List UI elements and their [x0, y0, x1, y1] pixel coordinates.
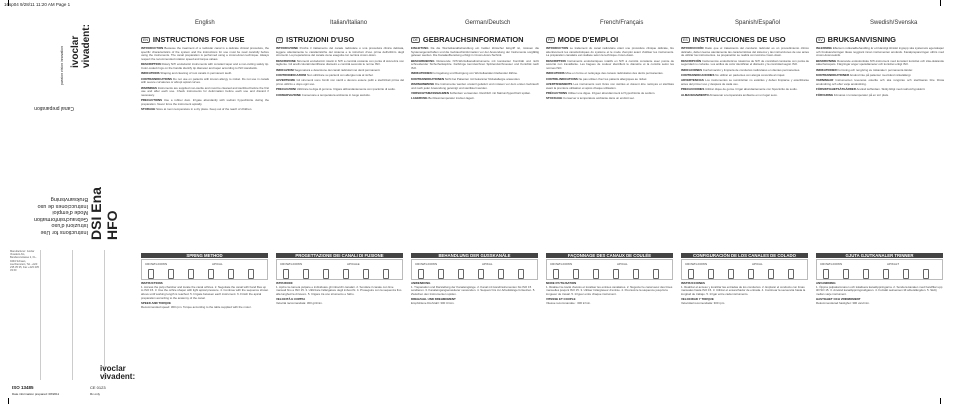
instrument-icon [283, 269, 289, 279]
paragraph-body: Instrumenten levereras osterila och ska rengöras och steriliseras före första användning och efter varje användning. [816, 78, 944, 86]
method-band: FAÇONNAGE DES CANAUX DE COULÉE [546, 253, 673, 258]
section-title [681, 35, 809, 44]
paragraph-body: Conservare a temperatura ambiente in luogo asciutto. [301, 92, 371, 97]
instructions-text [141, 35, 269, 250]
instrument-icon [883, 269, 889, 279]
paragraph-heading: INDICATIONS [546, 71, 565, 76]
instrument-icon [363, 269, 369, 279]
instrument-icon [573, 269, 579, 279]
paragraph-body: Because the treatment of a radicular canal is a delicate clinical procedure, the specific characteristics of the system and the instructions for use must be read carefully before using the instruments. The canal preparation is performed using a crown-down technique. Always respect the recommended rotation speed and torque values. [141, 46, 269, 62]
step-body: 1. Aprire la camera pulpare e individuare gli imbocchi canalari. 2. Sondare il canale con lime manuali fino a ISO 15. 3. Utilizzare l'allargatore degli imbocchi. 4. Proseguire con la sequenza fino alla lunghezza di lavoro. 5. Irrigare tra uno strumento e l'altro. [276, 284, 402, 297]
paragraph [411, 92, 539, 96]
step-body: Velocità raccomandata: 300 giri/min. [276, 300, 323, 305]
section-title [816, 35, 944, 44]
paragraph-body: Da die Wurzelkanalbehandlung ein heikler klinischer Eingriff ist, müssen die Systemeigenschaften und die Gebrauchsinformation vor der Anwendung der Instrumente sorgfältig gelesen werden. Die Kanalaufbereitung erfolgt in Crown-down-Technik. [411, 46, 539, 58]
paragraph [276, 88, 404, 92]
paragraph-body: Rotary NiTi endodontic instruments with constant taper and a non-cutting safety tip. Color-coded rings on the handle identify tip diameter and taper according to ISO standards. [141, 62, 269, 71]
paragraph-heading: CONTRAINDICATIONS [141, 76, 172, 81]
paragraph-body: Instrumentos endodónticos rotatorios de NiTi de conicidad constante con punta de seguridad no cortante. Los anillos de color identifican el diámetro y la conicidad según ISO. [681, 58, 809, 67]
paragraph [276, 47, 404, 58]
crop-mark [8, 0, 9, 6]
paragraph-body: No utilizar en pacientes con alergia conocida al níquel. [715, 73, 786, 77]
paragraph-body: Använd inte på patienter med känd nickelallergi. [849, 73, 912, 77]
section-title [276, 35, 404, 44]
diagram-label: CROWN-DOWN [280, 262, 303, 266]
paragraph-heading: LAGERUNG [411, 96, 428, 101]
paragraph [276, 60, 404, 67]
paragraph-heading: INDICAZIONI [276, 67, 294, 72]
paragraph-heading: KONTRAINDIKATIONER [816, 73, 850, 77]
step-paragraph [276, 298, 404, 305]
instrument-icon [343, 269, 349, 279]
diagram-label: APICAL [212, 262, 223, 266]
paragraph-heading: AVERTISSEMENTS [546, 82, 573, 86]
paragraph [276, 94, 404, 98]
paragraph [681, 79, 809, 86]
paragraph [141, 63, 269, 70]
rotated-instructions-list [18, 115, 88, 235]
step-body: 1. Realizar el acceso y localizar las entradas de los conductos. 2. Explorar el conducto con limas manuales hasta ISO 15. 3. Utilizar el ensanchador de entrada. 4. Continuar la secuencia hasta la longitud de trabajo. 5. Irrigar entre cada instrumento. [681, 284, 806, 297]
paragraph [546, 78, 674, 82]
step-body: 1. Réaliser la cavité d'accès et localiser les entrées canalaires. 2. Négocier le canal avec des limes manuelles jusqu'à ISO 15. 3. Utiliser l'élargisseur d'entrée. 4. Poursuivre la séquence jusqu'à la longueur de travail. 5. Irriguer entre chaque instrument. [546, 284, 673, 297]
paragraph [816, 69, 944, 73]
diagram-label: CROWN-DOWN [685, 262, 708, 266]
rotated-instruction: Instructions for Use [40, 229, 88, 235]
paragraph [681, 94, 809, 98]
step-heading: VITESSE ET COUPLE [546, 297, 576, 302]
instrument-icon [633, 269, 639, 279]
procedure-steps [411, 282, 539, 400]
paragraph-heading: WARNHINWEISE [411, 82, 435, 86]
paragraph [141, 99, 269, 106]
diagram-label: CROWN-DOWN [145, 262, 168, 266]
step-paragraph [141, 302, 269, 309]
step-body: 1. Öppna pulpakammaren och lokalisera kanalöppningarna. 2. Sondera kanalen med handfilar upp till ISO 15. 3. Använd kanalöppningsvidgaren. 4. Fortsätt sekvensen till arbetslängden. 5. Skölj mellan varje instrument. [816, 284, 943, 297]
brand-tagline: passion vision innovation [60, 46, 64, 85]
step-paragraph [276, 282, 404, 297]
step-heading: VELOCITÀ E COPPIA [276, 297, 306, 302]
language-label: Spanish/Español [735, 20, 781, 26]
paragraph-body: Formgebung und Reinigung von Wurzelkanälen bleibender Zähne. [432, 71, 518, 76]
paragraph [411, 78, 539, 82]
paragraph [546, 72, 674, 76]
paragraph-body: Shaping and cleaning of root canals in permanent teeth. [160, 71, 233, 76]
print-header [0, 0, 954, 10]
paragraph-body: Instruments endodontiques rotatifs en NiTi à conicité constante avec pointe de sécurité non travaillante. Les bagues de couleur identifient le diamètre et la conicité selon les normes ISO. [546, 58, 674, 71]
section-title-text: ISTRUZIONI D'USO [286, 35, 355, 44]
instrument-sequence-diagram [141, 259, 268, 280]
instrument-icon [248, 269, 254, 279]
iso-label: ISO 13485 [12, 385, 34, 390]
section-title-text: INSTRUCCIONES DE USO [692, 35, 786, 44]
paragraph-heading: AVVERTENZE [276, 78, 296, 83]
step-heading: HASTIGHET OCH VRIDMOMENT [816, 297, 861, 302]
paragraph [816, 79, 944, 86]
step-paragraph [141, 282, 269, 301]
section-title-text: INSTRUCTIONS FOR USE [152, 35, 245, 44]
paragraph [411, 47, 539, 58]
instrument-icon [458, 269, 464, 279]
section-title-text: BRUKSANVISNING [827, 35, 897, 44]
paragraph-heading: INDIKATIONEN [411, 71, 432, 76]
language-code-badge: SV [818, 37, 823, 42]
paragraph [546, 92, 674, 96]
cover-panel [10, 15, 138, 397]
paragraph-body: Utilizzare la diga di gomma. Irrigare abbondantemente con ipoclorito di sodio. [296, 87, 396, 92]
step-heading: ANVÄNDNING [816, 282, 836, 285]
paragraph-heading: BESCHREIBUNG [411, 58, 435, 63]
paragraph-body: Eftersom rotkanalbehandling är ett känsligt kliniskt ingrepp ska systemets egenskaper och bruksanvisningen läsas noggrant innan instrumenten används. Kanalprepareringen utförs med crown-down-teknik. [816, 46, 944, 58]
step-heading: MODE D'UTILISATION [546, 282, 577, 285]
paragraph-heading: DESCRIPCIÓN [681, 58, 702, 63]
diagram-label: CROWN-DOWN [415, 262, 438, 266]
method-band: SPRING METHOD [141, 253, 268, 258]
step-body: Vitesse recommandée : 300 tr/min. [546, 300, 591, 305]
language-label: German/Deutsch [465, 20, 511, 26]
paragraph-body: Store at room temperature in a dry place. Keep out of the reach of children. [156, 107, 253, 112]
step-heading: ANWENDUNG [411, 282, 431, 285]
step-paragraph [546, 298, 674, 305]
paragraph-heading: PRÉCAUTIONS [546, 91, 568, 95]
brand-logo: ivoclar vivadent: [70, 24, 92, 68]
paragraph-body: Ne pas utiliser chez les patients allergiques au nickel. [578, 76, 648, 81]
instrument-icon [438, 269, 444, 279]
paragraph-heading: FÖRVARING [816, 92, 834, 97]
paragraph-heading: PRECAUZIONI [276, 87, 296, 92]
paragraph [816, 47, 944, 58]
paragraph [681, 47, 809, 58]
paragraph [546, 60, 674, 71]
language-code-badge: DE [413, 37, 418, 42]
section-title-text: MODE D'EMPLOI [557, 35, 619, 44]
section-title [546, 35, 674, 44]
product-title: DSI Ena HFO [88, 187, 120, 240]
step-paragraph [411, 298, 539, 305]
paragraph [276, 74, 404, 78]
procedure-steps [276, 282, 404, 400]
step-body: Recommended speed: 300 rpm. Torque according to the table supplied with the motor. [141, 304, 252, 309]
instructions-text [681, 35, 809, 250]
paragraph [546, 97, 674, 101]
diagram-label: CROWN-DOWN [550, 262, 573, 266]
instructions-text [276, 35, 404, 250]
instrument-sequence-diagram [276, 259, 403, 280]
paragraph-heading: STOCKAGE [546, 96, 563, 101]
instrument-icon [323, 269, 329, 279]
instrument-icon [708, 269, 714, 279]
step-heading: DREHZAHL UND DREHMOMENT [411, 297, 456, 302]
date-info: Date information prepared: 08/2011 [12, 392, 60, 396]
instrument-icon [478, 269, 484, 279]
paragraph [681, 69, 809, 73]
paragraph-heading: CONTROINDICAZIONI [276, 73, 307, 77]
paragraph-body: Mise en forme et nettoyage des canaux radiculaires des dents permanentes. [565, 71, 664, 76]
step-heading: ISTRUZIONI [276, 282, 293, 285]
crop-mark [8, 398, 9, 404]
paragraph [816, 60, 944, 67]
ce-mark: CE 0123 [90, 385, 106, 390]
bottom-brand-logo: ivoclar vivadent: [100, 364, 136, 381]
instrument-icon [188, 269, 194, 279]
paragraph [816, 74, 944, 78]
instrument-icon [788, 269, 794, 279]
step-heading: INSTRUCTIONS [141, 282, 163, 285]
paragraph-body: Los instrumentos se suministran no estériles y deben limpiarse y esterilizarse antes del primer uso y después de cada uso. [681, 78, 809, 86]
paragraph [681, 60, 809, 67]
language-code-badge: ES [683, 37, 688, 42]
address-column [42, 250, 73, 380]
paragraph [276, 69, 404, 73]
step-paragraph [816, 298, 944, 305]
section-title [411, 35, 539, 44]
instrument-icon [748, 269, 754, 279]
paragraph-body: Dado que el tratamiento del conducto radicular es un procedimiento clínico delicado, deben leerse atentamente las características del sistema y las instrucciones de uso antes de utilizar los instrumentos. La preparación se realiza con técnica crown-down. [681, 46, 809, 58]
language-label: Swedish/Svenska [870, 20, 918, 26]
method-band: GJUTA GJUTKANALER TRINNER [816, 253, 943, 258]
step-heading: SPEED AND TORQUE [141, 300, 171, 305]
diagram-label: APICALE [347, 262, 360, 266]
instrument-icon [688, 269, 694, 279]
paragraph-body: Förvaras i rumstemperatur på en torr plats. [833, 92, 889, 97]
rotated-instruction: Istruzioni d'uso [51, 222, 88, 229]
procedure-steps [681, 282, 809, 400]
section-title [141, 35, 269, 44]
address-column [74, 250, 105, 380]
instrument-icon [843, 269, 849, 279]
step-heading: INSTRUCCIONES [681, 282, 705, 285]
paragraph-heading: INDIKATIONER [816, 67, 837, 72]
instrument-icon [863, 269, 869, 279]
paragraph-heading: INTRODUCTION [546, 46, 569, 50]
paragraph-body: Do not use on patients with known allergy to nickel. Do not use in canals with severe curvatures or abrupt apical curves. [141, 76, 269, 85]
instrument-sequence-diagram [681, 259, 808, 280]
diagram-label: CROWN-DOWN [820, 262, 843, 266]
paragraph-body: Rotierende NiTi-Wurzelkanalinstrumente mit konstanter Konizität und nicht schneidender Sicherheitsspitze. Farbringe kennzeichnen Spitzendurchmesser und Konizität nach ISO. [411, 58, 539, 71]
paragraph [141, 87, 269, 98]
instructions-text [816, 35, 944, 250]
paragraph-body: Conserver à température ambiante dans un endroit sec. [563, 96, 635, 101]
rotated-instruction: Gebrauchsinformation [33, 216, 88, 222]
instrument-icon [653, 269, 659, 279]
paragraph-heading: INTRODUCCIÓN [681, 46, 704, 50]
paragraph-heading: STORAGE [141, 107, 156, 112]
paragraph-heading: DESCRIZIONE [276, 58, 296, 63]
paragraph-heading: FÖRSIKTIGHETSÅTGÄRDER [816, 87, 856, 92]
paragraph [141, 108, 269, 112]
language-label: Italian/Italiano [330, 20, 368, 26]
paragraph-body: Utiliser une digue. Irriguer abondamment à l'hypochlorite de sodium. [567, 91, 656, 95]
paragraph-body: Die Instrumente werden unsteril geliefert und müssen vor dem ersten Gebrauch und nach jeder Anwendung gereinigt und sterilisiert werden. [411, 82, 539, 90]
paragraph-body: Roterande endodontiska NiTi-instrument med konstant konicitet och icke-skärande säkerhetsspets. Färgringar anger spetsdiameter och konicitet enligt ISO. [816, 58, 944, 67]
paragraph-body: Använd kofferdam. Skölj rikligt med natriumhypoklorit. [856, 87, 926, 92]
instrument-icon [418, 269, 424, 279]
rotated-instruction: Mode d'emploi [52, 209, 88, 216]
paragraph-heading: WARNINGS [141, 85, 157, 90]
method-band: BEHANDLUNG DER GUSSKANÄLE [411, 253, 538, 258]
paragraph [141, 72, 269, 76]
language-code-badge: FR [548, 37, 553, 42]
step-paragraph [411, 282, 539, 297]
method-band: PROGETTAZIONE DEI CANALI DI FUSIONE [276, 253, 403, 258]
paragraph-heading: INDICACIONES [681, 67, 703, 72]
paragraph-heading: CONTRE-INDICATIONS [546, 76, 578, 81]
instrument-icon [923, 269, 929, 279]
paragraph-body: Strumenti endodontici rotanti in NiTi a conicità costante con punta di sicurezza non tagliente. Gli anelli colorati identificano diametro e conicità secondo le norme ISO. [276, 58, 404, 67]
instructions-text [411, 35, 539, 250]
paragraph [411, 97, 539, 101]
paragraph-heading: CONTRAINDICACIONES [681, 73, 715, 77]
language-label: English [195, 20, 215, 26]
step-paragraph [681, 282, 809, 297]
instructions-text [546, 35, 674, 250]
procedure-steps [141, 282, 269, 400]
paragraph-heading: INTRODUCTION [141, 46, 164, 50]
language-code-badge: EN [143, 37, 148, 42]
step-body: Rekommenderad hastighet: 300 varv/min. [816, 300, 870, 305]
address-column [106, 250, 136, 380]
instrument-icon [168, 269, 174, 279]
paragraph-heading: INTRODUZIONE [276, 46, 299, 50]
section-title-text: GEBRAUCHSINFORMATION [422, 35, 524, 44]
paragraph [411, 72, 539, 76]
paragraph-body: Sagomatura e detersione dei canali radicolari nei denti permanenti. [294, 67, 381, 72]
paragraph-body: Le traitement du canal radiculaire étant une procédure clinique délicate, lire attentivement les caractéristiques du système et le mode d'emploi avant d'utiliser les instruments. La préparation canalaire est réalisée selon la technique crown-down. [546, 46, 674, 58]
instrument-icon [823, 269, 829, 279]
instrument-icon [208, 269, 214, 279]
paragraph-body: Les instruments sont livrés non stériles et doivent être nettoyés et stérilisés avant la première utilisation et après chaque utilisation. [546, 82, 674, 90]
paragraph-body: Use a rubber dam. Irrigate abundantly with sodium hypochlorite during the preparation. Never force the instrument apically. [141, 98, 269, 107]
product-subtitle: Canal preparation [34, 105, 74, 111]
diagram-label: APICAL [752, 262, 763, 266]
paragraph-heading: DESCRIPTION [141, 62, 161, 67]
paragraph-body: Poiché il trattamento del canale radicolare è una procedura clinica delicata, leggere attentamente le caratteristiche del sistema e le istruzioni d'uso prima dell'utilizzo degli strumenti. La preparazione del canale viene eseguita con tecnica crown-down. [276, 46, 404, 58]
paragraph [816, 94, 944, 98]
procedure-steps [816, 282, 944, 400]
instrument-icon [303, 269, 309, 279]
paragraph [276, 79, 404, 86]
instrument-sequence-diagram [411, 259, 538, 280]
paragraph-heading: INDICATIONS [141, 71, 160, 76]
instrument-icon [553, 269, 559, 279]
paragraph-heading: INLEDNING [816, 46, 832, 50]
instrument-icon [148, 269, 154, 279]
paragraph-body: Utilizar dique de goma. Irrigar abundantemente con hipoclorito de sodio. [705, 87, 798, 92]
instrument-icon [498, 269, 504, 279]
language-label: French/Français [600, 20, 644, 26]
instrument-icon [613, 269, 619, 279]
paragraph-body: Instruments are supplied non-sterile and must be cleaned and sterilized before the first use and after each use. Check instruments for deformation before each use and discard if necessary. [141, 85, 269, 98]
paragraph-body: Kofferdam verwenden. Reichlich mit Natriumhypochlorit spülen. [449, 91, 531, 95]
paragraph-heading: ADVERTENCIAS [681, 78, 704, 83]
paragraph-body: Nicht bei Patienten mit bekannter Nickelallergie anwenden. [444, 76, 521, 81]
instrument-icon [768, 269, 774, 279]
paragraph-body: Bei Raumtemperatur trocken lagern. [428, 96, 475, 101]
procedure-steps [546, 282, 674, 400]
paragraph [411, 83, 539, 90]
paragraph-heading: VARNINGAR [816, 78, 834, 83]
step-body: 1. Trepanation und Darstellung der Kanaleingänge. 2. Kanal mit Handinstrumenten bis ISO 15 sondieren. 3. Kanaleingangserweiterer verwenden. 4. Sequenz bis zur Arbeitslänge fortsetzen. 5. Zwischen den Instrumenten spülen. [411, 284, 536, 297]
paragraph [546, 47, 674, 58]
rotated-instruction: Instrucciones de uso [37, 203, 88, 209]
diagram-label: APIKALT [887, 262, 900, 266]
paragraph-body: Formning och rengöring av rotkanaler i permanenta tänder. [837, 67, 914, 72]
paragraph-heading: KONTRAINDIKATIONEN [411, 76, 445, 81]
paragraph-heading: CONSERVAZIONE [276, 92, 301, 97]
instrument-sequence-diagram [546, 259, 673, 280]
method-band: CONFIGURACIÓN DE LOS CANALES DE COLADO [681, 253, 808, 258]
paragraph [141, 47, 269, 62]
paragraph [816, 88, 944, 92]
paragraph-heading: PRECAUCIONES [681, 87, 705, 92]
paragraph-body: Non utilizzare su pazienti con allergia nota al nichel. [307, 73, 374, 77]
address-column: Manufacturer: Ivoclar Vivadent AG, Bendererstrasse 2, FL-9494 Schaan, Liechtenstein, Tel. +423 235 35 35, Fax +423 235 33 60 [10, 250, 41, 380]
instrument-icon [518, 269, 524, 279]
rotated-instruction: Bruksanvisning [50, 196, 88, 203]
diagram-label: APIKAL [482, 262, 493, 266]
paragraph-body: Gli strumenti sono forniti non sterili e devono essere puliti e sterilizzati prima del primo utilizzo e dopo ogni uso. [276, 78, 404, 86]
paragraph [411, 60, 539, 71]
diagram-label: APICAL [617, 262, 628, 266]
crop-mark [940, 0, 941, 6]
step-paragraph [546, 282, 674, 297]
rx-only: Rx only [90, 392, 101, 396]
paragraph-heading: PRECAUTIONS [141, 98, 163, 103]
paragraph-heading: BESKRIVNING [816, 58, 837, 63]
paragraph [141, 78, 269, 85]
paragraph-body: Almacenar a temperatura ambiente en un lugar seco. [709, 92, 778, 97]
paragraph-heading: VORSICHTSMASSNAHMEN [411, 91, 449, 95]
language-code-badge: IT [278, 37, 282, 42]
step-body: Velocidad recomendada: 300 rpm. [681, 300, 726, 305]
paragraph-heading: ALMACENAMIENTO [681, 92, 709, 97]
instrument-icon [383, 269, 389, 279]
step-body: 1. Access the pulp chamber and locate the canal orifices. 2. Negotiate the canal with hand files up to ISO 15. 3. Use the orifice shaper with light apical pressure. 4. Continue with the sequence shown above until working length is reached. 5. Irrigate between each instrument. 6. Finish the apical preparation according to the anatomy of the canal. [141, 284, 269, 300]
print-header-text: 16sp04 9/28/11 11:20 AM Page 1 [4, 2, 71, 7]
paragraph-heading: EINLEITUNG [411, 46, 429, 50]
instrument-icon [593, 269, 599, 279]
paragraph [546, 83, 674, 90]
paragraph [681, 88, 809, 92]
step-body: Empfohlene Drehzahl: 300 U/min. [411, 300, 455, 305]
instrument-icon [903, 269, 909, 279]
step-heading: VELOCIDAD Y TORQUE [681, 297, 714, 302]
instrument-sequence-diagram [816, 259, 943, 280]
step-paragraph [816, 282, 944, 297]
paragraph [681, 74, 809, 78]
step-paragraph [681, 298, 809, 305]
instrument-icon [728, 269, 734, 279]
paragraph-heading: DESCRIPTION [546, 58, 566, 63]
paragraph-body: Conformación y limpieza de conductos radiculares en dientes permanentes. [702, 67, 801, 72]
instrument-icon [228, 269, 234, 279]
